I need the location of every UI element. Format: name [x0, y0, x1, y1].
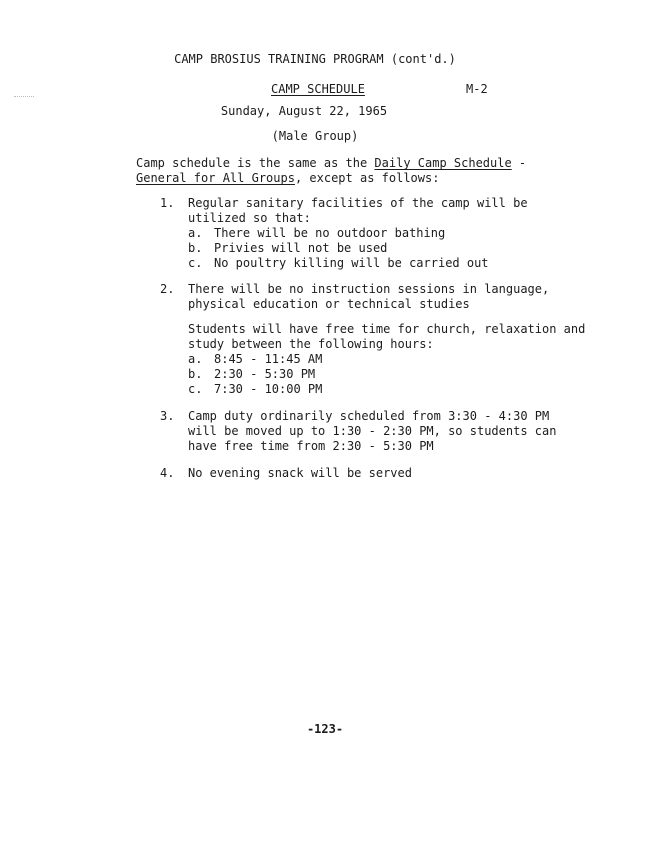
item-text-line: Camp duty ordinarily scheduled from 3:30 - 4:30 PM	[188, 409, 550, 423]
sub-item-letter: b.	[188, 241, 203, 255]
schedule-title: CAMP SCHEDULE	[271, 82, 365, 96]
item-text-line: There will be no instruction sessions in language,	[188, 282, 550, 296]
item-text-line: have free time from 2:30 - 5:30 PM	[188, 439, 434, 453]
item-text-line: Regular sanitary facilities of the camp will be	[188, 196, 528, 210]
group-label: (Male Group)	[271, 129, 359, 143]
document-title: CAMP BROSIUS TRAINING PROGRAM (cont'd.)	[174, 52, 456, 66]
item-number: 3.	[160, 409, 175, 423]
intro-link-general: General for All Groups	[136, 171, 295, 185]
sub-item-letter: b.	[188, 367, 203, 381]
item-number: 1.	[160, 196, 175, 210]
sub-item-text: 2:30 - 5:30 PM	[214, 367, 316, 381]
item-extra-line: study between the following hours:	[188, 337, 434, 351]
item-text-line: physical education or technical studies	[188, 297, 470, 311]
item-text-line: No evening snack will be served	[188, 466, 412, 480]
sub-item-letter: a.	[188, 352, 203, 366]
sub-item-text: No poultry killing will be carried out	[214, 256, 489, 270]
sub-item-text: 8:45 - 11:45 AM	[214, 352, 323, 366]
sub-item-letter: c.	[188, 256, 203, 270]
item-text-line: will be moved up to 1:30 - 2:30 PM, so students can	[188, 424, 557, 438]
sub-item-letter: a.	[188, 226, 203, 240]
intro-paragraph	[136, 156, 566, 186]
sub-item-text: Privies will not be used	[214, 241, 388, 255]
sub-item-text: There will be no outdoor bathing	[214, 226, 446, 240]
intro-part2: -	[511, 156, 527, 170]
item-extra-line: Students will have free time for church, relaxation and	[188, 322, 586, 336]
page-number: -123-	[306, 722, 344, 736]
intro-link-daily-schedule: Daily Camp Schedule	[374, 156, 512, 170]
item-text-line: utilized so that:	[188, 211, 311, 225]
intro-part1: Camp schedule is the same as the	[136, 156, 375, 170]
sub-item-letter: c.	[188, 382, 203, 396]
sub-item-text: 7:30 - 10:00 PM	[214, 382, 323, 396]
schedule-date: Sunday, August 22, 1965	[220, 104, 388, 118]
margin-mark	[14, 96, 34, 98]
page-code: M-2	[466, 82, 488, 96]
item-number: 4.	[160, 466, 175, 480]
intro-part3: , except as follows:	[294, 171, 440, 185]
item-number: 2.	[160, 282, 175, 296]
